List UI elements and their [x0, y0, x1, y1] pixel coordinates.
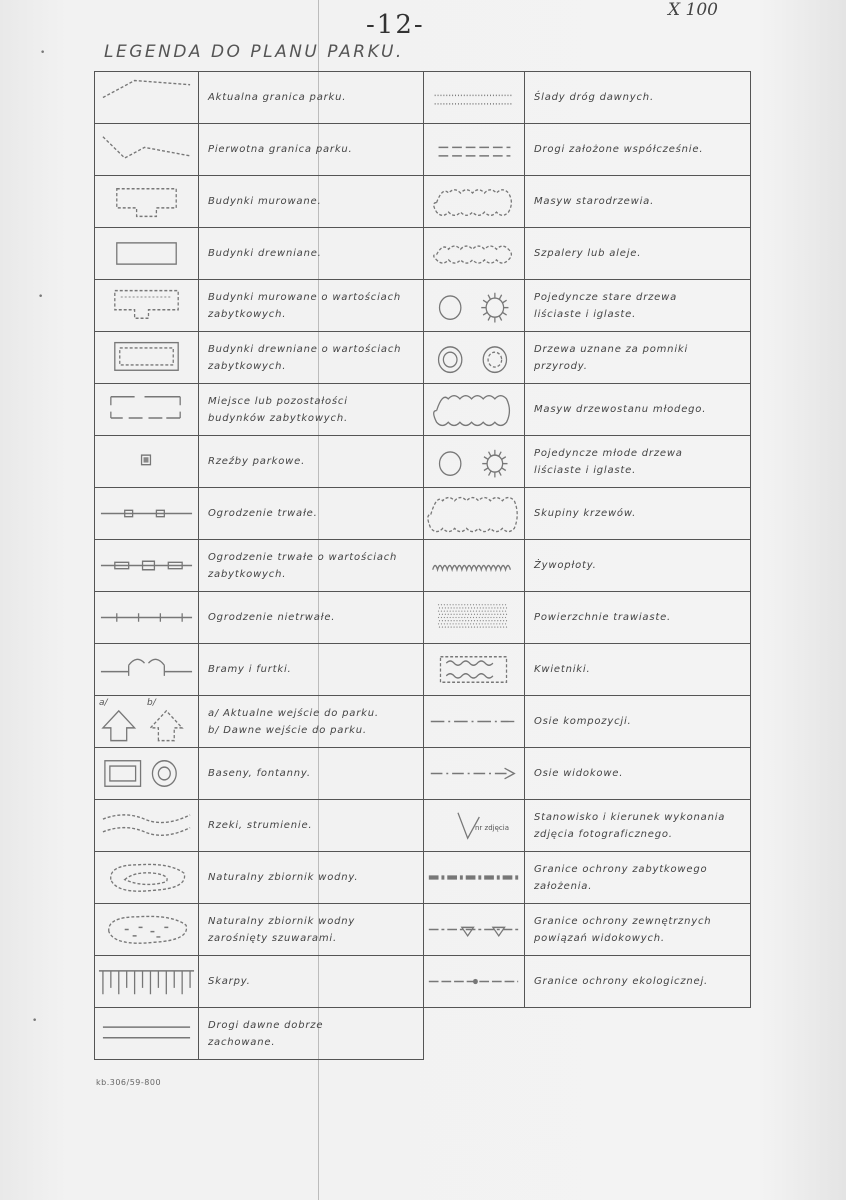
legend-label-cell: [525, 904, 751, 955]
legend-row: [95, 800, 424, 852]
legend-label: Pojedyncze stare drzewa liściaste i iglaste.: [534, 291, 678, 320]
legend-label: Granice ochrony ekologicznej.: [534, 976, 709, 987]
margin-dot: •: [38, 292, 44, 302]
old-single-trees-icon: [423, 280, 524, 331]
legend-row: [423, 280, 751, 332]
legend-label-cell: [199, 696, 424, 747]
legend-row: [423, 72, 751, 124]
pool-fountain-icon: [95, 748, 198, 799]
external-views-boundary-icon: [423, 904, 524, 955]
legend-label: Baseny, fontanny.: [208, 768, 311, 779]
legend-symbol-cell: [95, 696, 199, 747]
legend-label-cell: [525, 488, 751, 539]
legend-label-cell: [199, 72, 424, 123]
legend-row: [423, 748, 751, 800]
lawn-icon: [423, 592, 524, 643]
legend-label: Osie kompozycji.: [534, 716, 632, 727]
legend-row: [95, 852, 424, 904]
legend-label: Masyw drzewostanu młodego.: [534, 404, 707, 415]
legend-row: [423, 124, 751, 176]
legend-label: Pierwotna granica parku.: [208, 144, 353, 155]
pond-icon: [95, 852, 198, 903]
legend-label-cell: [199, 852, 424, 903]
legend-symbol-cell: [95, 540, 199, 591]
legend-symbol-cell: [423, 436, 525, 487]
legend-row: [95, 592, 424, 644]
legend-symbol-cell: [423, 176, 525, 227]
river-icon: [95, 800, 198, 851]
legend-label-cell: [199, 592, 424, 643]
legend-row: [423, 436, 751, 488]
legend-symbol-cell: [95, 488, 199, 539]
legend-label: Ogrodzenie trwałe.: [208, 508, 318, 519]
legend-label: Budynki murowane.: [208, 196, 322, 207]
legend-label-cell: [525, 800, 751, 851]
marker-a-label: a/: [99, 698, 108, 708]
legend-title: LEGENDA DO PLANU PARKU.: [104, 42, 404, 62]
young-single-trees-icon: [423, 436, 524, 487]
legend-label: Kwietniki.: [534, 664, 591, 675]
legend-symbol-cell: [423, 956, 525, 1007]
legend-label-cell: [199, 332, 424, 383]
legend-label-cell: [199, 436, 424, 487]
legend-symbol-cell: [423, 332, 525, 383]
tree-row-icon: [423, 228, 524, 279]
legend-symbol-cell: [95, 904, 199, 955]
legend-label-cell: [199, 644, 424, 695]
historic-masonry-building-icon: [95, 280, 198, 331]
legend-symbol-cell: [95, 384, 199, 435]
view-axis-icon: [423, 748, 524, 799]
legend-row: [95, 384, 424, 436]
legend-label-cell: [199, 488, 424, 539]
legend-label-cell: [525, 540, 751, 591]
legend-symbol-cell: [95, 280, 199, 331]
legend-symbol-cell: [423, 228, 525, 279]
legend-label-cell: [525, 436, 751, 487]
legend-label: Rzeki, strumienie.: [208, 820, 313, 831]
marker-b-label: b/: [147, 698, 156, 708]
legend-symbol-cell: [95, 956, 199, 1007]
legend-label-cell: [525, 72, 751, 123]
legend-symbol-cell: [423, 592, 525, 643]
legend-label-cell: [525, 280, 751, 331]
legend-label: Ogrodzenie trwałe o wartościach zabytkowych.: [208, 551, 398, 580]
legend-row: [423, 904, 751, 956]
legend-row: [423, 176, 751, 228]
legend-row: [95, 904, 424, 956]
legend-label: Budynki drewniane o wartościach zabytkowych.: [208, 343, 402, 372]
legend-label: Stanowisko i kierunek wykonania zdjęcia fotograficznego.: [534, 811, 726, 840]
legend-label: Skupiny krzewów.: [534, 508, 637, 519]
legend-label: Granice ochrony zabytkowego założenia.: [534, 863, 708, 892]
legend-table-left: [94, 71, 424, 1060]
legend-label-cell: [199, 800, 424, 851]
legend-label: Powierzchnie trawiaste.: [534, 612, 672, 623]
legend-label: Masyw starodrzewia.: [534, 196, 655, 207]
legend-label-cell: [199, 124, 424, 175]
legend-row: [95, 540, 424, 592]
legend-symbol-cell: [423, 852, 525, 903]
legend-row: [423, 592, 751, 644]
legend-row: [423, 332, 751, 384]
wooden-building-icon: [95, 228, 198, 279]
legend-row: [95, 280, 424, 332]
legend-label-cell: [199, 1008, 424, 1059]
legend-row: [95, 488, 424, 540]
legend-label: Naturalny zbiornik wodny.: [208, 872, 359, 883]
young-forest-mass-icon: [423, 384, 524, 435]
legend-symbol-cell: [95, 800, 199, 851]
legend-label-cell: [199, 280, 424, 331]
legend-symbol-cell: [423, 644, 525, 695]
legend-label: Budynki murowane o wartościach zabytkowych.: [208, 291, 402, 320]
legend-symbol-cell: [423, 904, 525, 955]
legend-row: [423, 384, 751, 436]
legend-symbol-cell: [423, 384, 525, 435]
legend-symbol-cell: [95, 1008, 199, 1059]
margin-dot: •: [40, 48, 46, 58]
legend-label-cell: [525, 592, 751, 643]
legend-label-cell: [199, 956, 424, 1007]
legend-label-cell: [199, 748, 424, 799]
legend-label: Pojedyncze młode drzewa liściaste i iglaste.: [534, 447, 683, 476]
permanent-fence-icon: [95, 488, 198, 539]
legend-row: [423, 956, 751, 1008]
legend-row: [95, 644, 424, 696]
building-remains-icon: [95, 384, 198, 435]
legend-label: Żywopłoty.: [534, 560, 597, 571]
legend-label: Aktualna granica parku.: [208, 92, 347, 103]
sculpture-icon: [95, 436, 198, 487]
legend-label-cell: [199, 176, 424, 227]
legend-symbol-cell: [95, 852, 199, 903]
corner-note: X 100: [668, 0, 718, 20]
legend-row: [95, 228, 424, 280]
legend-label-cell: [525, 748, 751, 799]
shrub-group-icon: [423, 488, 524, 539]
legend-label: Rzeźby parkowe.: [208, 456, 306, 467]
legend-label-cell: [525, 384, 751, 435]
natural-monument-tree-icon: [423, 332, 524, 383]
legend-row: [95, 1008, 424, 1060]
legend-symbol-cell: [95, 748, 199, 799]
legend-row: [95, 72, 424, 124]
legend-row: [423, 228, 751, 280]
legend-label-cell: [199, 904, 424, 955]
legend-label: Szpalery lub aleje.: [534, 248, 642, 259]
monument-protection-boundary-icon: [423, 852, 524, 903]
legend-label: Skarpy.: [208, 976, 251, 987]
hedge-icon: [423, 540, 524, 591]
legend-symbol-cell: [95, 592, 199, 643]
old-road-icon: [95, 1008, 198, 1059]
legend-label: Osie widokowe.: [534, 768, 624, 779]
page-number: -12-: [366, 10, 425, 40]
legend-symbol-cell: [423, 72, 525, 123]
legend-label-cell: [525, 644, 751, 695]
legend-label: Ślady dróg dawnych.: [534, 92, 654, 103]
margin-dot: •: [32, 1016, 38, 1026]
dashed-line-icon: [95, 72, 198, 123]
legend-label: Ogrodzenie nietrwałe.: [208, 612, 336, 623]
masonry-building-icon: [95, 176, 198, 227]
legend-label-cell: [199, 540, 424, 591]
legend-label-cell: [525, 956, 751, 1007]
historic-wooden-building-icon: [95, 332, 198, 383]
legend-row: [95, 436, 424, 488]
legend-row: [423, 852, 751, 904]
dotted-line-icon: [423, 72, 524, 123]
legend-symbol-cell: [423, 124, 525, 175]
legend-label: Naturalny zbiornik wodny zarośnięty szuwarami.: [208, 915, 356, 944]
legend-label-cell: [525, 852, 751, 903]
legend-symbol-cell: [95, 644, 199, 695]
legend-symbol-cell: [95, 72, 199, 123]
zigzag-dashed-line-icon: [95, 124, 198, 175]
legend-symbol-cell: [423, 280, 525, 331]
legend-symbol-cell: [423, 696, 525, 747]
legend-symbol-cell: [423, 748, 525, 799]
legend-row: [95, 748, 424, 800]
legend-row: [95, 332, 424, 384]
legend-row: [423, 488, 751, 540]
composition-axis-icon: [423, 696, 524, 747]
double-dashed-line-icon: [423, 124, 524, 175]
legend-row: [423, 540, 751, 592]
legend-symbol-cell: [95, 124, 199, 175]
legend-label-cell: [525, 228, 751, 279]
legend-label-cell: [525, 696, 751, 747]
legend-label-cell: [199, 228, 424, 279]
legend-label-cell: [525, 332, 751, 383]
footer-code: kb.306/59-800: [96, 1078, 162, 1087]
legend-label: Granice ochrony zewnętrznych powiązań widokowych.: [534, 915, 712, 944]
legend-row: [95, 696, 424, 748]
legend-label: a/ Aktualne wejście do parku. b/ Dawne wejście do parku.: [208, 707, 379, 736]
photo-mark-text: nr zdjęcia: [475, 824, 509, 832]
flowerbed-icon: [423, 644, 524, 695]
legend-label-cell: [525, 124, 751, 175]
legend-row: [95, 176, 424, 228]
temporary-fence-icon: [95, 592, 198, 643]
legend-table-right: [423, 71, 751, 1008]
legend-label-cell: [525, 176, 751, 227]
legend-row: [423, 696, 751, 748]
legend-symbol-cell: [95, 332, 199, 383]
legend-label: Drzewa uznane za pomniki przyrody.: [534, 343, 689, 372]
legend-row: [423, 644, 751, 696]
historic-fence-icon: [95, 540, 198, 591]
legend-symbol-cell: [95, 436, 199, 487]
legend-label: Miejsce lub pozostałości budynków zabytkowych.: [208, 395, 348, 424]
legend-symbol-cell: [95, 228, 199, 279]
legend-label: Drogi założone współcześnie.: [534, 144, 704, 155]
legend-symbol-cell: [423, 540, 525, 591]
legend-row: [95, 124, 424, 176]
slope-icon: [95, 956, 198, 1007]
legend-label-cell: [199, 384, 424, 435]
legend-row: [423, 800, 751, 852]
legend-label: Bramy i furtki.: [208, 664, 292, 675]
legend-symbol-cell: [95, 176, 199, 227]
overgrown-pond-icon: [95, 904, 198, 955]
legend-symbol-cell: [423, 488, 525, 539]
gate-icon: [95, 644, 198, 695]
legend-label: Budynki drewniane.: [208, 248, 322, 259]
legend-label: Drogi dawne dobrze zachowane.: [208, 1019, 324, 1048]
legend-symbol-cell: [423, 800, 525, 851]
old-trees-mass-icon: [423, 176, 524, 227]
ecological-protection-boundary-icon: [423, 956, 524, 1007]
legend-row: [95, 956, 424, 1008]
